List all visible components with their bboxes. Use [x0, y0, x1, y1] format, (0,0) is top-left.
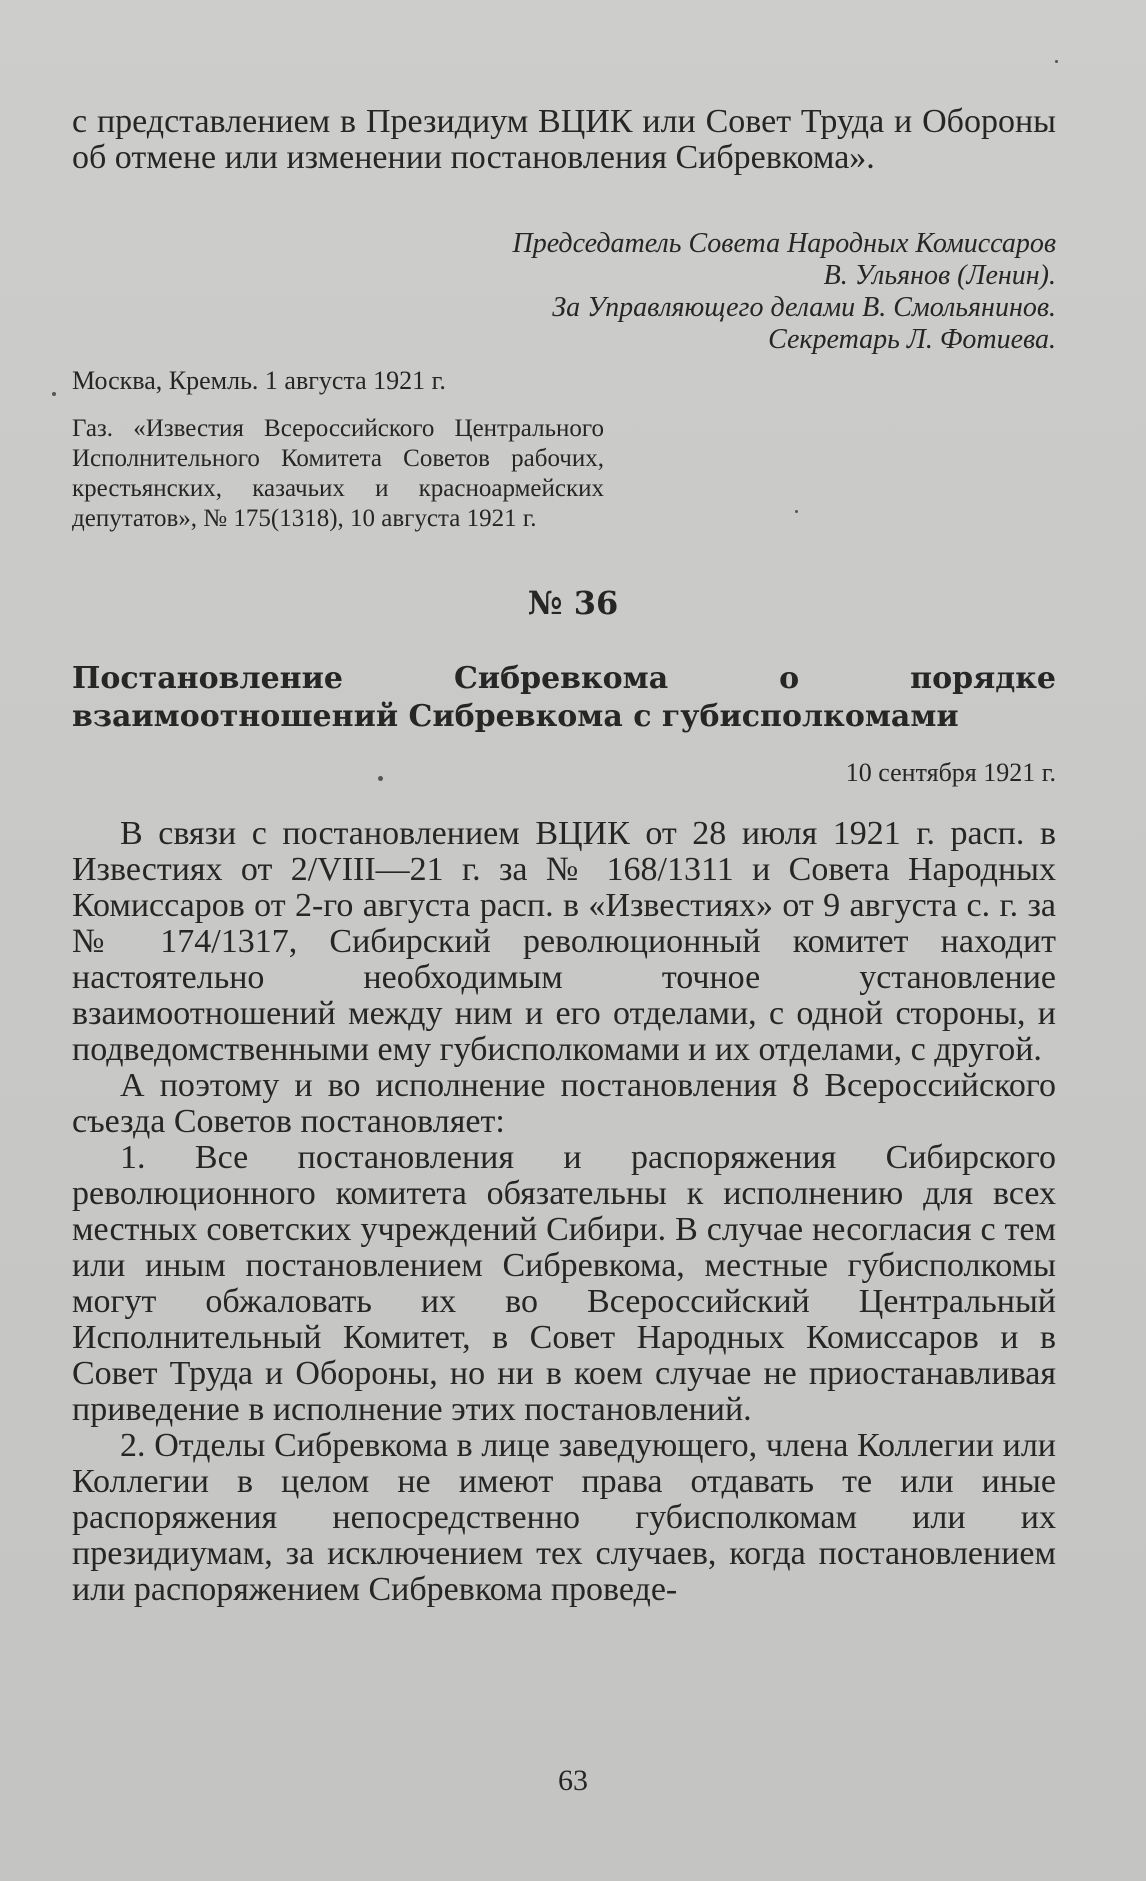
- body-paragraph: А поэтому и во исполнение постановления 8 Всероссийского съезда Советов постановляет:: [72, 1067, 1056, 1140]
- body-paragraph: 1. Все постановления и распоряжения Сибирского революционного комитета обязательны к исполнению для всех местных советских учреждений Сибири. В случае несогласия с тем или иным постановлением Сибревкома, местные губисполкомы могут обжаловать их во Всероссийский Центральный Исполнительный Комитет, в Совет Народных Комиссаров и в Совет Труда и Обороны, но ни в коем случае не приостанавливая приведение в исполнение этих постановлений.: [72, 1139, 1056, 1428]
- source-citation: Газ. «Известия Всероссийского Центрального Исполнительного Комитета Советов рабочих, крестьянских, казачьих и красноармейских депутатов», № 175(1318), 10 августа 1921 г.: [72, 415, 604, 532]
- signature-line: Председатель Совета Народных Комиссаров: [512, 228, 1056, 259]
- print-speck: [52, 392, 56, 396]
- body-paragraph: В связи с постановлением ВЦИК от 28 июля 1921 г. расп. в Известиях от 2/VIII—21 г. за № 168/1311 и Совета Народных Комиссаров от 2-го августа расп. в «Известиях» от 9 августа с. г. за № 174/1317, Сибирский революционный комитет находит настоятельно необходимым точное установление взаимоотношений между ним и его отделами, с одной стороны, и подведомственными ему губисполкомами и их отделами, с другой.: [72, 815, 1056, 1068]
- document-title: Постановление Сибревкома о порядке взаимоотношений Сибревкома с губисполкомами: [72, 661, 1056, 734]
- print-speck: [795, 510, 798, 513]
- page-number: 63: [558, 1764, 588, 1797]
- signature-line: За Управляющего делами В. Смольянинов.: [552, 292, 1056, 323]
- print-speck: [378, 776, 383, 781]
- signature-line: Секретарь Л. Фотиева.: [768, 324, 1056, 355]
- intro-paragraph: с представлением в Президиум ВЦИК или Совет Труда и Обороны об отмене или изменении постановления Сибревкома».: [72, 103, 1056, 176]
- document-body: [72, 816, 1056, 1608]
- place-date: Москва, Кремль. 1 августа 1921 г.: [72, 366, 446, 395]
- print-speck: [1055, 60, 1058, 63]
- document-date: 10 сентября 1921 г.: [845, 758, 1056, 787]
- signature-block: [300, 228, 1056, 356]
- body-paragraph: 2. Отделы Сибревкома в лице заведующего, члена Коллегии или Коллегии в целом не имеют права отдавать те или иные распоряжения непосредственно губисполкомам или их президиумам, за исключением тех случаев, когда постановлением или распоряжением Сибревкома проведе-: [72, 1427, 1056, 1608]
- signature-line: В. Ульянов (Ленин).: [823, 260, 1056, 291]
- document-number: № 36: [527, 584, 619, 622]
